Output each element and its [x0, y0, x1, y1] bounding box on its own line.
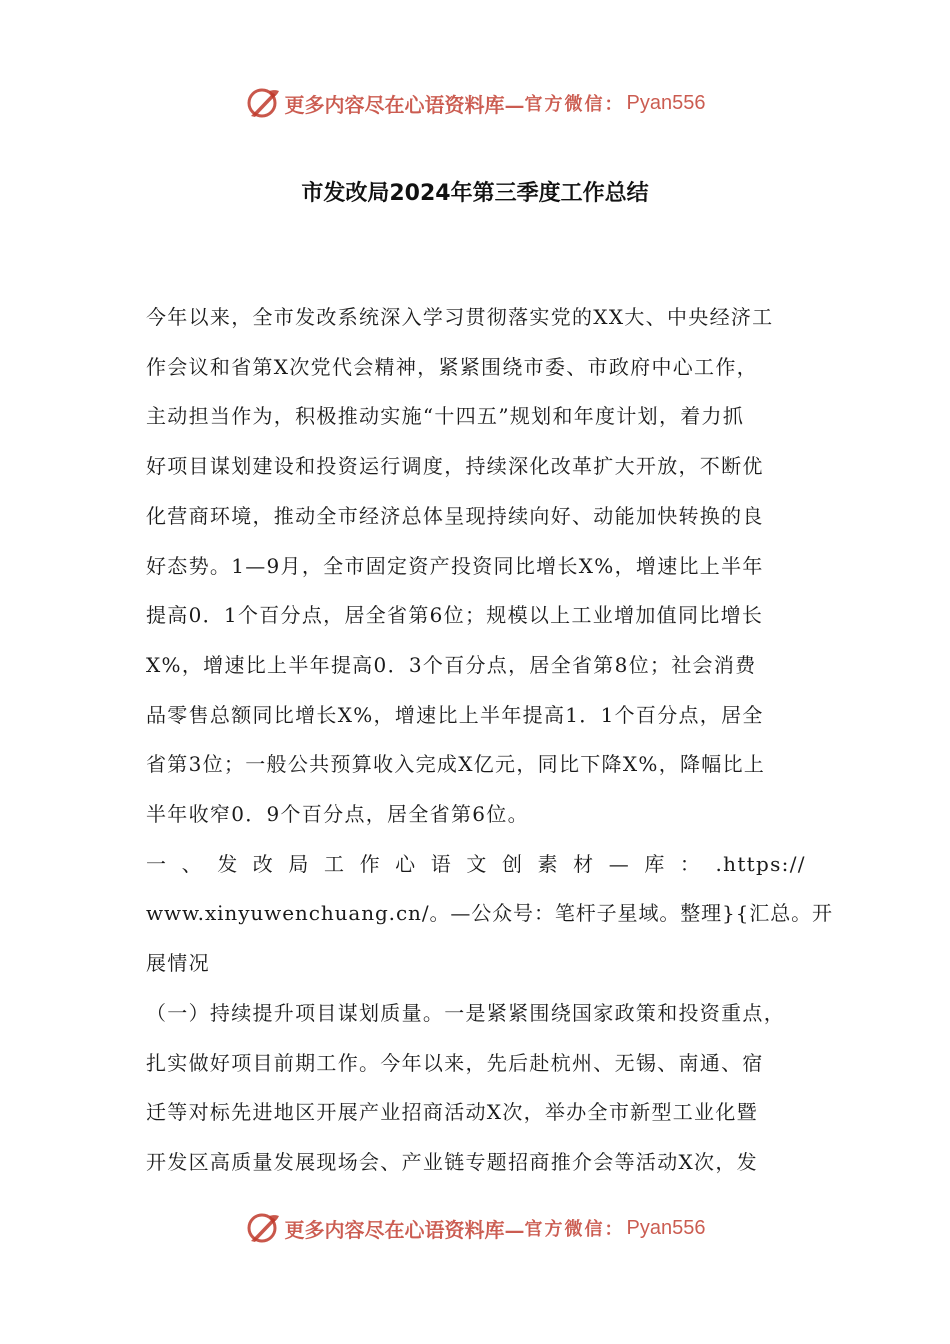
text-line: 省第3位；一般公共预算收入完成X亿元，同比下降X%，降幅比上	[146, 752, 766, 777]
text-line: 今年以来，全市发改系统深入学习贯彻落实党的XX大、中央经济工	[146, 305, 774, 329]
heading-char: 一	[146, 851, 168, 876]
section-heading	[146, 840, 833, 989]
heading-char: 创	[501, 851, 524, 876]
quill-logo-icon	[245, 1210, 281, 1246]
heading-char: 材	[573, 851, 595, 876]
text-line: 品零售总额同比增长X%，增速比上半年提高1．1个百分点，居全	[146, 702, 764, 727]
banner-wechat-id: Pyan556	[626, 91, 706, 114]
heading-url-fragment: .https://	[715, 851, 806, 876]
heading-char: 工	[323, 851, 346, 876]
heading-char: 作	[359, 851, 381, 876]
heading-char: 素	[537, 851, 559, 876]
banner-text: 更多内容尽在心语资料库—	[284, 1217, 525, 1242]
footer-watermark-banner	[0, 1208, 950, 1248]
heading-char: —	[608, 851, 631, 876]
document-body	[146, 293, 833, 1188]
document-title: 市发改局2024年第三季度工作总结	[301, 181, 649, 206]
text-line: 好项目谋划建设和投资运行调度，持续深化改革扩大开放，不断优	[146, 454, 764, 479]
text-line: 主动担当作为，积极推动实施“十四五”规划和年度计划，着力抓	[146, 404, 745, 429]
banner-wechat-label: 官方微信：	[524, 1219, 625, 1240]
heading-char: 库	[644, 851, 666, 876]
heading-char: 发	[217, 851, 239, 876]
banner-wechat-label: 官方微信：	[524, 94, 625, 115]
paragraph-overview	[146, 293, 806, 840]
text-line: 迁等对标先进地区开展产业招商活动X次，举办全市新型工业化暨	[146, 1100, 758, 1125]
quill-logo-icon	[245, 85, 281, 121]
text-line: 开发区高质量发展现场会、产业链专题招商推介会等活动X次，发	[146, 1149, 758, 1174]
heading-char: 、	[181, 851, 203, 876]
text-line: 作会议和省第X次党代会精神，紧紧围绕市委、市政府中心工作，	[146, 354, 758, 379]
heading-char: ：	[679, 851, 702, 876]
section-heading-line: www.xinyuwenchuang.cn/。—公众号：笔杆子星域。整理}{汇总。开	[146, 901, 833, 926]
text-line: 提高0．1个百分点，居全省第6位；规模以上工业增加值同比增长	[146, 603, 764, 628]
banner-text: 更多内容尽在心语资料库—	[284, 92, 525, 117]
text-line: 半年收窄0．9个百分点，居全省第6位。	[146, 802, 529, 827]
text-line: X%，增速比上半年提高0．3个百分点，居全省第8位；社会消费	[146, 652, 757, 677]
text-line: （一）持续提升项目谋划质量。一是紧紧围绕国家政策和投资重点，	[146, 1000, 785, 1025]
text-line: 化营商环境，推动全市经济总体呈现持续向好、动能加快转换的良	[146, 503, 764, 528]
header-watermark-banner	[0, 83, 950, 123]
heading-char: 局	[288, 851, 310, 876]
heading-char: 文	[466, 851, 488, 876]
section-heading-spread-line	[146, 840, 806, 890]
heading-char: 语	[430, 851, 453, 876]
heading-char: 改	[252, 851, 275, 876]
heading-char: 心	[395, 851, 417, 876]
banner-wechat-id: Pyan556	[626, 1216, 706, 1239]
section-heading-line: 展情况	[146, 951, 210, 976]
text-line: 扎实做好项目前期工作。今年以来，先后赴杭州、无锡、南通、宿	[146, 1050, 764, 1075]
paragraph-project-planning	[146, 989, 806, 1188]
text-line: 好态势。1—9月，全市固定资产投资同比增长X%，增速比上半年	[146, 553, 764, 578]
